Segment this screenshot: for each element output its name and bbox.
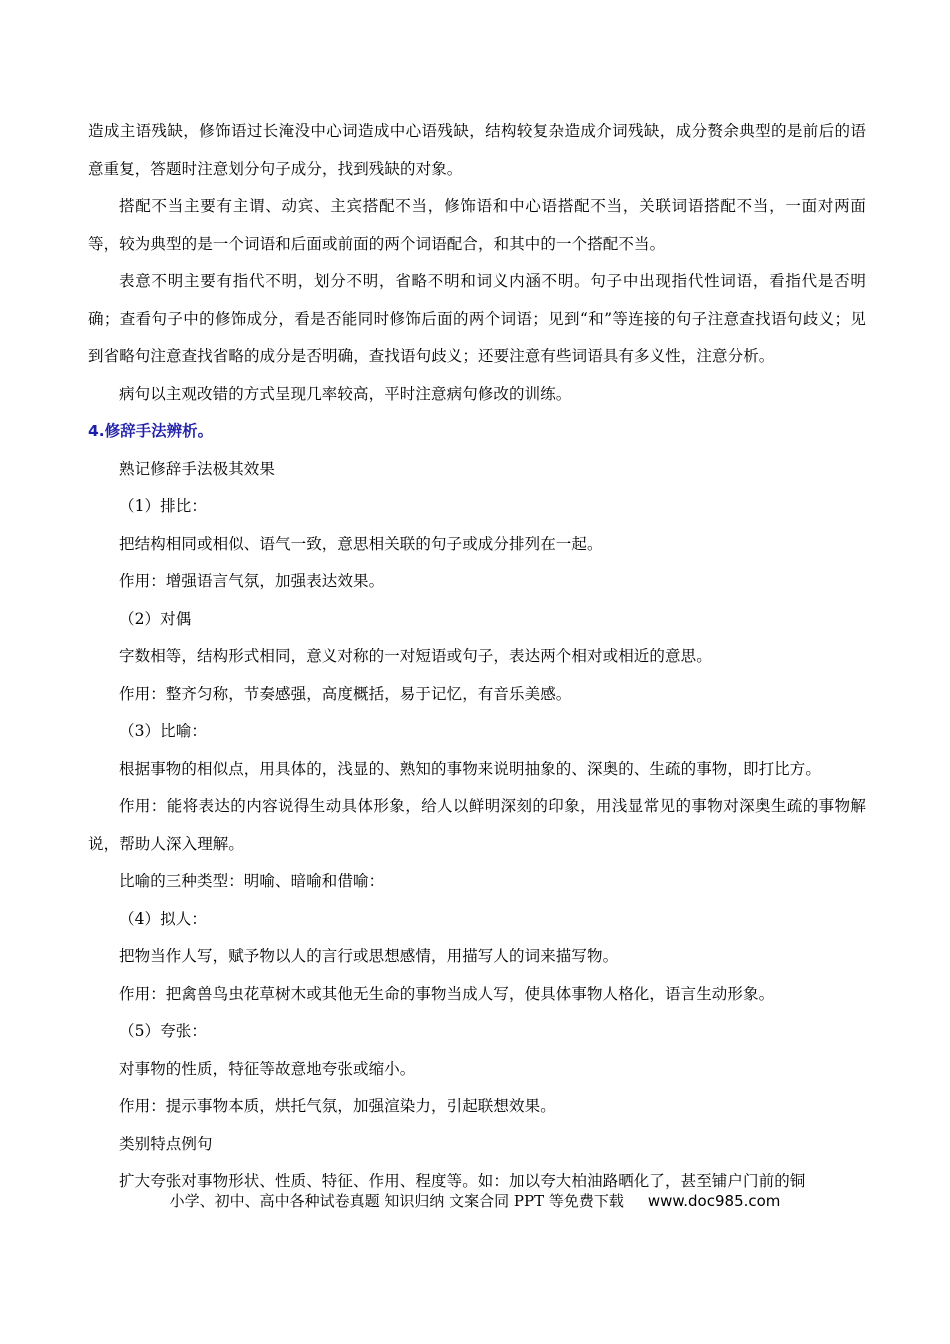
page-footer [0, 1190, 950, 1212]
paragraph-sentence-correction: 病句以主观改错的方式呈现几率较高，平时注意病句修改的训练。 [119, 384, 572, 403]
item-definition-metaphor: 根据事物的相似点，用具体的，浅显的、熟知的事物来说明抽象的、深奥的、生疏的事物，即打比方。 [119, 759, 822, 778]
footer-text: 小学、初中、高中各种试卷真题 知识归纳 文案合同 PPT 等免费下载 [169, 1192, 624, 1210]
item-effect-personification: 作用：把禽兽鸟虫花草树木或其他无生命的事物当成人写，使具体事物人格化，语言生动形象。 [119, 984, 775, 1003]
footer-url[interactable]: www.doc985.com [647, 1192, 781, 1210]
metaphor-types: 比喻的三种类型：明喻、暗喻和借喻： [119, 872, 385, 890]
item-effect-antithesis: 作用：整齐匀称，节奏感强，高度概括，易于记忆，有音乐美感。 [119, 684, 572, 703]
item-label-metaphor: （3）比喻： [119, 722, 207, 740]
item-definition-parallelism: 把结构相同或相似、语气一致，意思相关联的句子或成分排列在一起。 [119, 534, 603, 553]
item-effect-parallelism: 作用：增强语言气氛，加强表达效果。 [119, 572, 385, 590]
item-effect-metaphor: 作用：能将表达的内容说得生动具体形象，给人以鲜明深刻的印象，用浅显常见的事物对深奥生疏的事物解说，帮助人深入理解。 [88, 797, 866, 853]
item-label-hyperbole: （5）夸张： [119, 1022, 207, 1040]
paragraph-improper-collocation: 搭配不当主要有主谓、动宾、主宾搭配不当，修饰语和中心语搭配不当，关联词语搭配不当，一面对两面等，较为典型的是一个词语和后面或前面的两个词语配合，和其中的一个搭配不当。 [88, 197, 866, 253]
last-line: 扩大夸张对事物形状、性质、特征、作用、程度等。如：加以夸大柏油路晒化了，甚至铺户门前的铜 [119, 1172, 806, 1190]
intro-line: 熟记修辞手法极其效果 [119, 459, 276, 478]
item-definition-hyperbole: 对事物的性质，特征等故意地夸张或缩小。 [119, 1059, 416, 1078]
item-definition-personification: 把物当作人写，赋予物以人的言行或思想感情，用描写人的词来描写物。 [119, 947, 619, 965]
document-body [88, 113, 866, 1201]
item-effect-hyperbole: 作用：提示事物本质，烘托气氛，加强渲染力，引起联想效果。 [119, 1097, 556, 1115]
table-header-line: 类别特点例句 [119, 1134, 213, 1153]
paragraph-unclear-meaning: 表意不明主要有指代不明，划分不明，省略不明和词义内涵不明。句子中出现指代性词语，看指代是否明确；查看句子中的修饰成分，看是否能同时修饰后面的两个词语；见到“和”等连接的句子注意查找语句歧义；见到省略句注意查找省略的成分是否明确，查找语句歧义；还要注意有些词语具有多义性，注意分析。 [88, 272, 866, 365]
item-definition-antithesis: 字数相等，结构形式相同，意义对称的一对短语或句子，表达两个相对或相近的意思。 [119, 647, 712, 665]
section-heading-rhetoric: 4.修辞手法辨析。 [88, 422, 214, 440]
item-label-personification: （4）拟人： [119, 909, 207, 928]
item-label-parallelism: （1）排比： [119, 497, 207, 515]
item-label-antithesis: （2）对偶 [119, 609, 192, 628]
paragraph-missing-components: 造成主语残缺，修饰语过长淹没中心词造成中心语残缺，结构较复杂造成介词残缺，成分赘余典型的是前后的语意重复，答题时注意划分句子成分，找到残缺的对象。 [88, 122, 866, 178]
